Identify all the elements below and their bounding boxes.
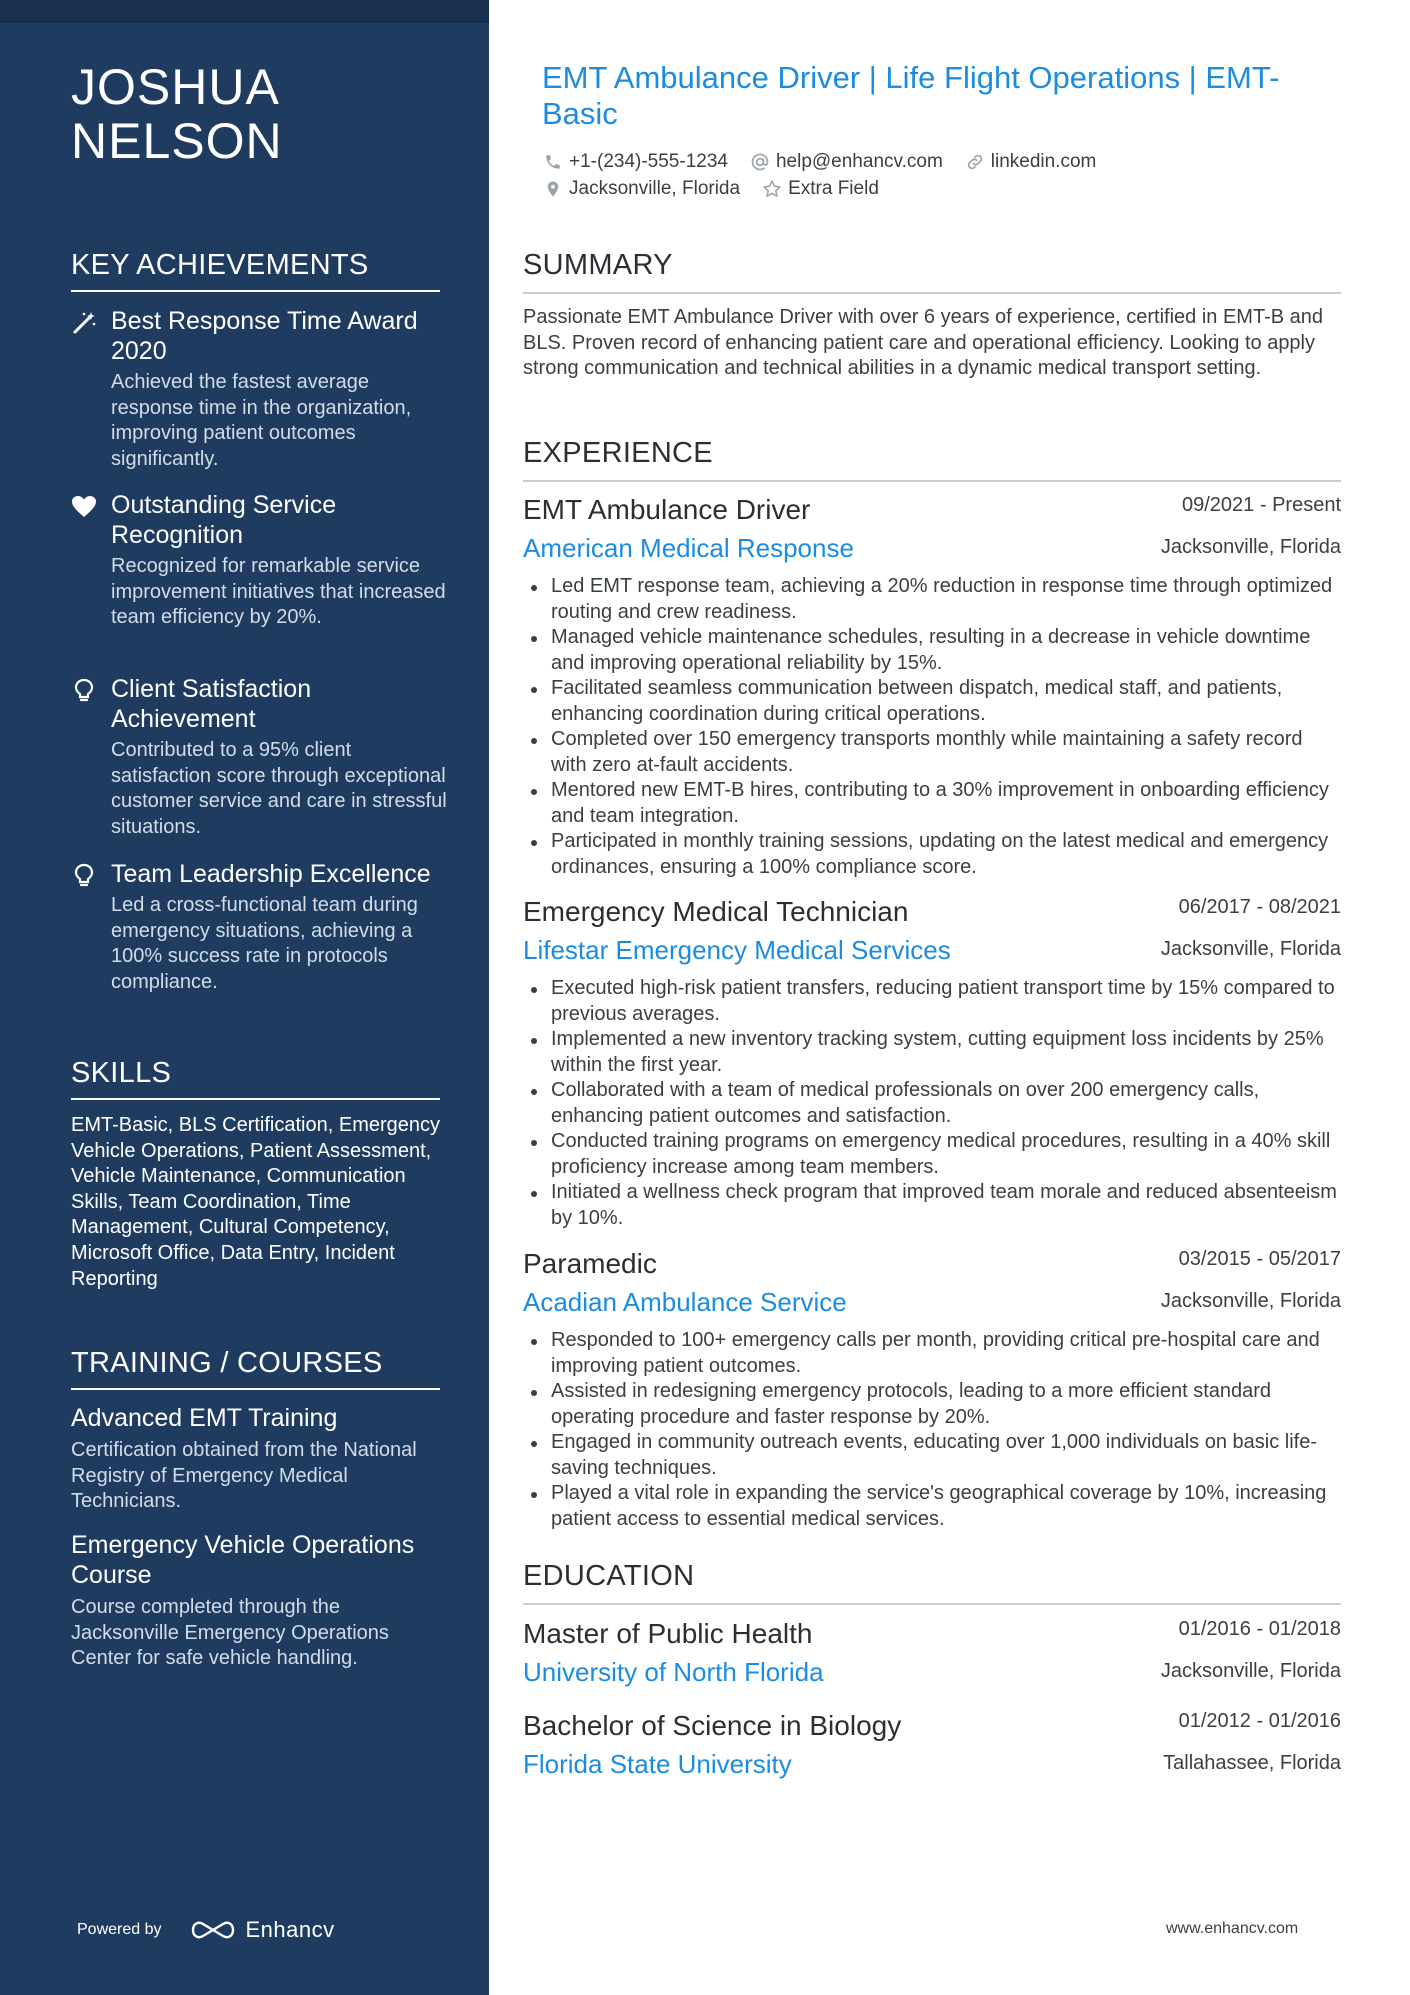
bullet-item: Responded to 100+ emergency calls per month, providing critical pre-hospital care and improving patient outcomes. [523,1328,1341,1379]
bullet-item: Initiated a wellness check program that improved team morale and reduced absenteeism by 10%. [523,1180,1341,1231]
heart-icon [71,494,97,520]
education-item [523,1616,1341,1692]
training-heading: TRAINING / COURSES [71,1346,440,1390]
first-name: JOSHUA [71,59,280,115]
enhancv-logo-icon [190,1918,236,1942]
last-name: NELSON [71,113,283,169]
job-company: American Medical Response [523,533,854,563]
achievement-title: Outstanding Service Recognition [111,491,337,549]
bullet-item: Collaborated with a team of medical professionals on over 200 emergency calls, enhancing patient outcomes and satisfaction. [523,1078,1341,1129]
powered-by-label: Powered by [77,1921,162,1938]
job-bullets [523,574,1341,880]
job-location: Jacksonville, Florida [1160,536,1341,558]
job-location: Jacksonville, Florida [1160,1290,1341,1312]
experience-heading: EXPERIENCE [523,436,1341,482]
phone-icon [543,152,563,172]
job-dates: 06/2017 - 08/2021 [1178,896,1341,918]
candidate-name [71,60,283,168]
skills-list: EMT-Basic, BLS Certification, Emergency Vehicle Operations, Patient Assessment, Vehicle Maintenance, Communication Skills, Team Coordination, Time Management, Cultural Competency, Microsoft Office, Data Entry, Incident Reporting [71,1114,441,1290]
skills-heading: SKILLS [71,1056,440,1100]
bullet-item: Executed high-risk patient transfers, reducing patient transport time by 15% compared to previous averages. [523,976,1341,1027]
bullet-item: Assisted in redesigning emergency protocols, leading to a more efficient standard operating procedure and faster response by 20%. [523,1379,1341,1430]
job-company: Acadian Ambulance Service [523,1287,847,1317]
achievement-item [71,674,451,840]
summary-heading: SUMMARY [523,248,1341,294]
achievement-title: Team Leadership Excellence [111,860,431,888]
achievement-desc: Contributed to a 95% client satisfaction score through exceptional customer service and care in stressful situations. [111,739,447,838]
job-bullets [523,976,1341,1231]
headline: EMT Ambulance Driver | Life Flight Operations | EMT-Basic [542,60,1280,131]
lightbulb-icon [71,678,97,704]
degree: Bachelor of Science in Biology [523,1710,902,1741]
contact-email[interactable] [750,151,943,173]
experience-item [523,492,1341,880]
job-title: Emergency Medical Technician [523,896,909,927]
extra-text: Extra Field [788,177,879,199]
contact-linkedin[interactable] [965,151,1097,173]
at-icon [750,152,770,172]
edu-location: Tallahassee, Florida [1163,1752,1341,1774]
degree: Master of Public Health [523,1618,813,1649]
powered-by [77,1917,335,1943]
contact-location [543,178,740,200]
achievement-desc: Led a cross-functional team during emergency situations, achieving a 100% success rate in protocols compliance. [111,894,418,993]
bullet-item: Played a vital role in expanding the service's geographical coverage by 10%, increasing patient access to essential medical services. [523,1481,1341,1532]
job-dates: 03/2015 - 05/2017 [1178,1248,1341,1270]
brand-name: Enhancv [245,1917,335,1942]
school: University of North Florida [523,1657,824,1687]
job-bullets [523,1328,1341,1532]
achievement-title: Client Satisfaction Achievement [111,675,312,733]
job-company: Lifestar Emergency Medical Services [523,935,951,965]
bullet-item: Implemented a new inventory tracking system, cutting equipment loss incidents by 25% within the first year. [523,1027,1341,1078]
course-desc: Certification obtained from the National Registry of Emergency Medical Technicians. [71,1439,417,1512]
edu-dates: 01/2012 - 01/2016 [1178,1710,1341,1732]
achievement-title: Best Response Time Award 2020 [111,307,418,365]
job-dates: 09/2021 - Present [1182,494,1341,516]
lightbulb-icon [71,863,97,889]
job-location: Jacksonville, Florida [1160,938,1341,960]
edu-dates: 01/2016 - 01/2018 [1178,1618,1341,1640]
achievements-heading: KEY ACHIEVEMENTS [71,248,440,292]
achievement-item [71,306,451,472]
achievement-item [71,859,451,995]
edu-location: Jacksonville, Florida [1160,1660,1341,1682]
bullet-item: Participated in monthly training sessions, updating on the latest medical and emergency ordinances, ensuring a 100% compliance score. [523,829,1341,880]
experience-item [523,1246,1341,1532]
course-item [71,1530,451,1672]
sidebar-top-band [0,0,489,23]
contact-extra [762,178,879,200]
achievement-desc: Recognized for remarkable service improvement initiatives that increased team efficiency by 20%. [111,555,446,628]
education-item [523,1708,1341,1784]
star-icon [762,179,782,199]
phone-text: +1-(234)-555-1234 [569,150,728,172]
school: Florida State University [523,1749,792,1779]
email-text: help@enhancv.com [775,150,943,172]
bullet-item: Conducted training programs on emergency medical procedures, resulting in a 40% skill proficiency increase among team members. [523,1129,1341,1180]
summary-text: Passionate EMT Ambulance Driver with over 6 years of experience, certified in EMT-B and BLS. Proven record of enhancing patient care and operational efficiency. Looking to apply strong communication and technical abilities in a dynamic medical transport setting. [523,306,1323,380]
experience-item [523,894,1341,1231]
sidebar [0,0,489,1995]
location-text: Jacksonville, Florida [569,177,741,199]
course-item [71,1403,451,1515]
footer-url[interactable]: www.enhancv.com [1166,1920,1299,1937]
location-pin-icon [543,179,563,199]
bullet-item: Managed vehicle maintenance schedules, resulting in a decrease in vehicle downtime and improving operational reliability by 15%. [523,625,1341,676]
bullet-item: Completed over 150 emergency transports monthly while maintaining a safety record with zero at-fault accidents. [523,727,1341,778]
bullet-item: Engaged in community outreach events, educating over 1,000 individuals on basic life-saving techniques. [523,1430,1341,1481]
achievement-desc: Achieved the fastest average response time in the organization, improving patient outcomes significantly. [111,371,412,470]
course-title: Advanced EMT Training [71,1404,338,1432]
bullet-item: Mentored new EMT-B hires, contributing to a 30% improvement in onboarding efficiency and team integration. [523,778,1341,829]
link-icon [965,152,985,172]
course-desc: Course completed through the Jacksonville Emergency Operations Center for safe vehicle handling. [71,1596,389,1669]
magic-wand-icon [71,310,97,336]
bullet-item: Facilitated seamless communication between dispatch, medical staff, and patients, enhancing coordination during critical operations. [523,676,1341,727]
job-title: Paramedic [523,1248,657,1279]
achievement-item [71,490,451,631]
bullet-item: Led EMT response team, achieving a 20% reduction in response time through optimized routing and crew readiness. [523,574,1341,625]
education-heading: EDUCATION [523,1559,1341,1605]
contact-phone[interactable] [543,151,728,173]
course-title: Emergency Vehicle Operations Course [71,1531,415,1589]
enhancv-logo [190,1917,335,1943]
linkedin-text: linkedin.com [990,150,1097,172]
job-title: EMT Ambulance Driver [523,494,811,525]
contact-info [543,148,1343,202]
